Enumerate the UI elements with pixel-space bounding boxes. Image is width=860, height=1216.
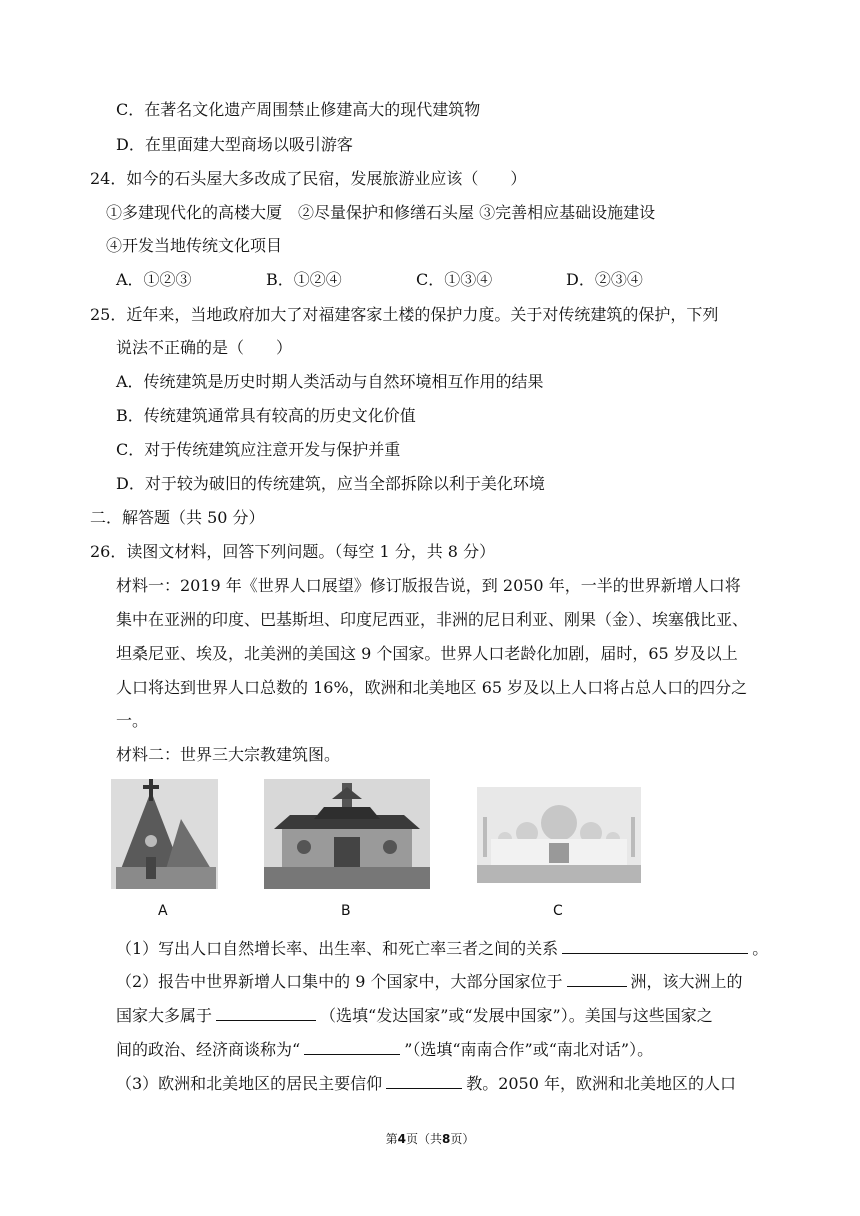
footer-total-pages: 8 bbox=[442, 1132, 451, 1146]
footer-prefix: 第 bbox=[385, 1132, 398, 1146]
q24-option-b: B．①②④ bbox=[266, 270, 342, 289]
q25-option-c: C．对于传统建筑应注意开发与保护并重 bbox=[116, 440, 401, 459]
material-1-line-1: 材料一：2019 年《世界人口展望》修订版报告说，到 2050 年，一半的世界新增人口将 bbox=[116, 576, 741, 595]
footer-suffix: 页） bbox=[450, 1132, 475, 1146]
subquestion-1-end: 。 bbox=[752, 939, 769, 958]
q25-option-d: D．对于较为破旧的传统建筑，应当全部拆除以利于美化环境 bbox=[116, 474, 545, 493]
subquestion-1 bbox=[116, 937, 768, 959]
subquestion-3 bbox=[116, 1072, 736, 1094]
q25-stem-line-1: 25．近年来，当地政府加大了对福建客家土楼的保护力度。关于对传统建筑的保护，下列 bbox=[90, 305, 719, 324]
figure-label-c: C bbox=[553, 903, 563, 919]
subquestion-2-text-a: （2）报告中世界新增人口集中的 9 个国家中，大部分国家位于 bbox=[116, 972, 563, 991]
material-1-line-2: 集中在亚洲的印度、巴基斯坦、印度尼西亚，非洲的尼日利亚、刚果（金）、埃塞俄比亚、 bbox=[116, 610, 749, 629]
q25-option-a: A．传统建筑是历史时期人类活动与自然环境相互作用的结果 bbox=[116, 372, 544, 391]
subquestion-2-text-d: （选填“发达国家”或“发展中国家”）。美国与这些国家之 bbox=[320, 1006, 713, 1025]
subquestion-3-text-b: 教。2050 年，欧洲和北美地区的人口 bbox=[466, 1074, 736, 1093]
subquestion-2-text-b: 洲，该大洲上的 bbox=[630, 972, 743, 991]
subquestion-2-text-e: 间的政治、经济商谈称为“ bbox=[116, 1040, 301, 1059]
q24-option-c: C．①③④ bbox=[416, 270, 493, 289]
page-footer bbox=[0, 1130, 860, 1147]
q23-option-c: C．在著名文化遗产周围禁止修建高大的现代建筑物 bbox=[116, 100, 481, 119]
subquestion-1-text: （1）写出人口自然增长率、出生率、和死亡率三者之间的关系 bbox=[116, 939, 559, 958]
answer-blank-3[interactable] bbox=[216, 1004, 316, 1021]
q24-option-d: D．②③④ bbox=[566, 270, 643, 289]
material-1-line-3: 坦桑尼亚、埃及，北美洲的美国这 9 个国家。世界人口老龄化加剧，届时，65 岁及以上 bbox=[116, 644, 738, 663]
answer-blank-1[interactable] bbox=[562, 937, 748, 954]
q24-items-line-2: ④开发当地传统文化项目 bbox=[106, 236, 283, 255]
q24-option-a: A．①②③ bbox=[116, 270, 192, 289]
q24-stem: 24．如今的石头屋大多改成了民宿，发展旅游业应该（ ） bbox=[90, 169, 527, 188]
q24-items-line-1: ①多建现代化的高楼大厦 ②尽量保护和修缮石头屋 ③完善相应基础设施建设 bbox=[106, 203, 656, 222]
answer-blank-4[interactable] bbox=[304, 1038, 400, 1055]
material-2-caption: 材料二：世界三大宗教建筑图。 bbox=[116, 745, 341, 764]
q25-stem-line-2: 说法不正确的是（ ） bbox=[116, 338, 293, 357]
material-1-line-5: 一。 bbox=[116, 711, 149, 730]
answer-blank-5[interactable] bbox=[386, 1072, 462, 1089]
temple-image bbox=[264, 779, 430, 889]
material-1-line-4: 人口将达到世界人口总数的 16%，欧洲和北美地区 65 岁及以上人口将占总人口的四分之 bbox=[116, 678, 748, 697]
mosque-image bbox=[477, 787, 641, 883]
subquestion-2-text-f: ”（选填“南南合作”或“南北对话”）。 bbox=[404, 1040, 654, 1059]
subquestion-2-line-2 bbox=[116, 1004, 713, 1026]
subquestion-2-line-3 bbox=[116, 1038, 653, 1060]
subquestion-2-line-1 bbox=[116, 970, 743, 992]
subquestion-3-text-a: （3）欧洲和北美地区的居民主要信仰 bbox=[116, 1074, 383, 1093]
figure-label-b: B bbox=[341, 903, 351, 919]
church-image bbox=[111, 779, 218, 889]
q23-option-d: D．在里面建大型商场以吸引游客 bbox=[116, 135, 353, 154]
figure-label-a: A bbox=[158, 903, 168, 919]
q26-stem: 26．读图文材料，回答下列问题。（每空 1 分，共 8 分） bbox=[90, 542, 496, 561]
subquestion-2-text-c: 国家大多属于 bbox=[116, 1006, 213, 1025]
section-heading: 二．解答题（共 50 分） bbox=[90, 508, 265, 527]
q24-options bbox=[116, 270, 643, 290]
footer-page-number: 4 bbox=[397, 1132, 406, 1146]
answer-blank-2[interactable] bbox=[567, 970, 627, 987]
footer-middle: 页（共 bbox=[405, 1132, 442, 1146]
q25-option-b: B．传统建筑通常具有较高的历史文化价值 bbox=[116, 406, 416, 425]
